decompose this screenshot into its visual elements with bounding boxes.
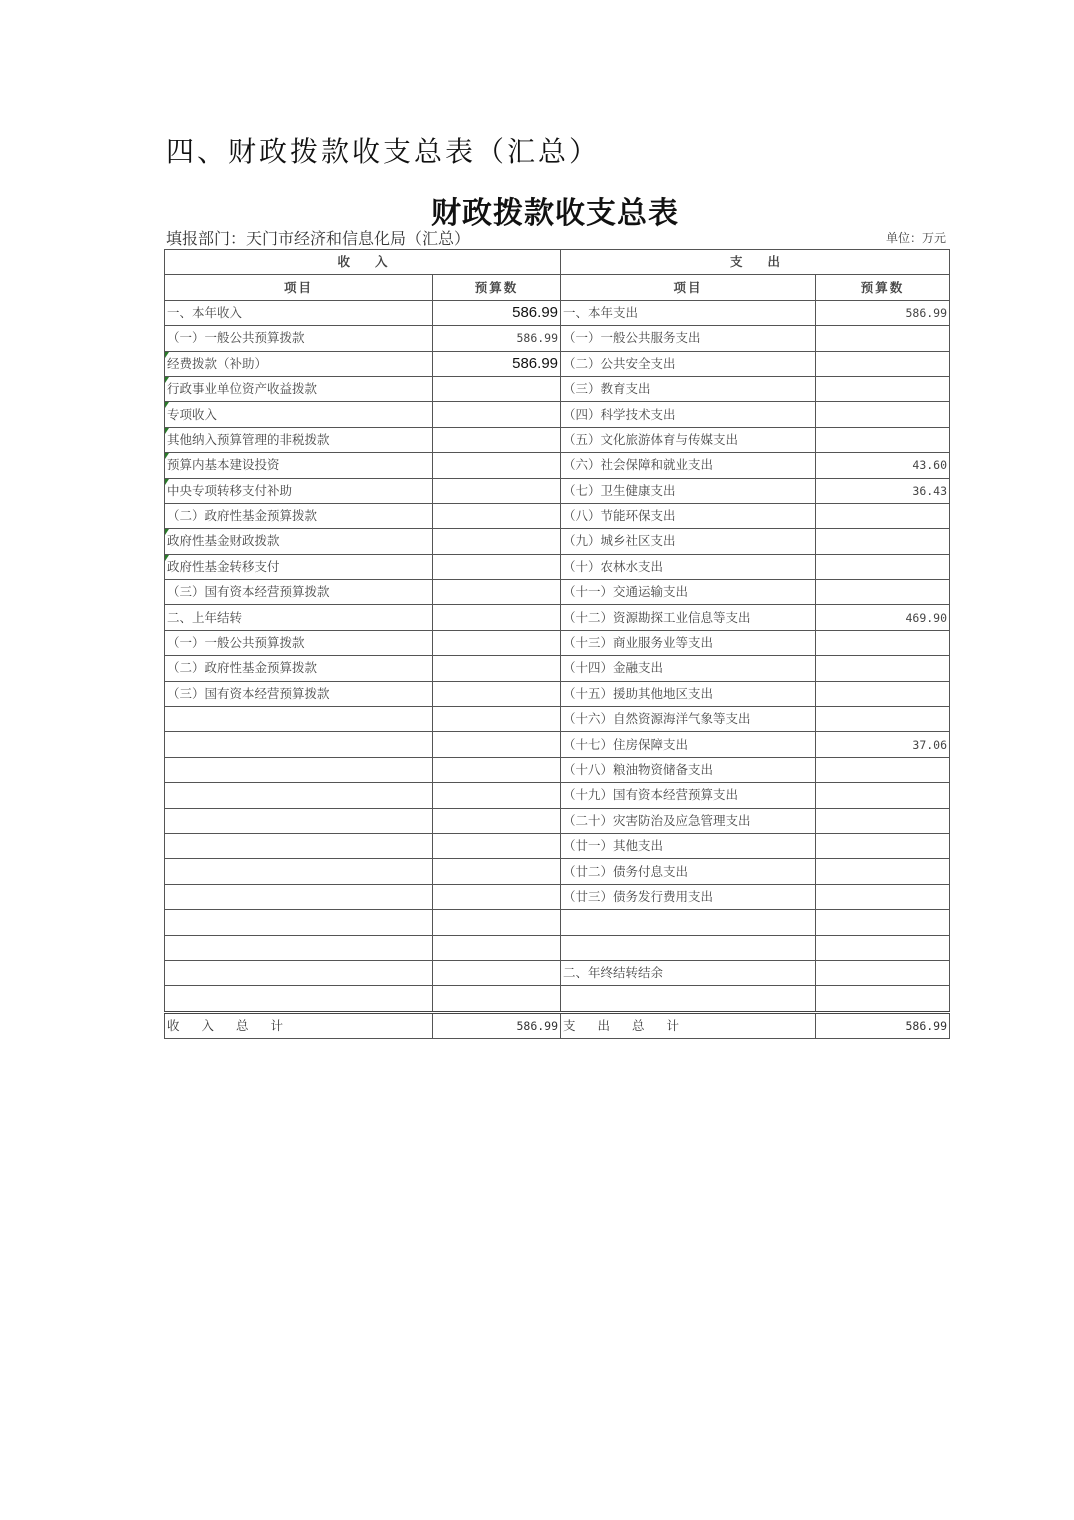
- expense-item: （六）社会保障和就业支出: [561, 453, 816, 478]
- table-row: [165, 503, 950, 528]
- expense-item: （十二）资源勘探工业信息等支出: [561, 605, 816, 630]
- column-header-row: [165, 275, 950, 300]
- expense-budget-value: 469.90: [816, 605, 950, 630]
- expense-item: （十九）国有资本经营预算支出: [561, 783, 816, 808]
- unit-label: 单位：万元: [885, 231, 946, 245]
- income-item: [165, 529, 433, 554]
- income-item: （三）国有资本经营预算拨款: [165, 580, 433, 605]
- income-item: [165, 859, 433, 884]
- expense-item: （廿二）债务付息支出: [561, 859, 816, 884]
- income-total-value: 586.99: [433, 1012, 561, 1038]
- income-budget-value: [433, 732, 561, 757]
- income-item: [165, 707, 433, 732]
- expense-budget-value: [816, 376, 950, 401]
- income-item: [165, 732, 433, 757]
- expense-budget-header: 预算数: [816, 275, 950, 300]
- income-item: 二、上年结转: [165, 605, 433, 630]
- income-budget-value: [433, 986, 561, 1012]
- expense-item: （四）科学技术支出: [561, 402, 816, 427]
- income-budget-value: [433, 935, 561, 960]
- expense-budget-value: [816, 326, 950, 351]
- income-item-text: 专项收入: [167, 406, 218, 422]
- expense-budget-value: [816, 630, 950, 655]
- section-heading: 四、财政拨款收支总表（汇总）: [166, 135, 601, 168]
- expense-budget-value: [816, 681, 950, 706]
- expense-item-header: 项目: [561, 275, 816, 300]
- table-row: [165, 402, 950, 427]
- expense-item: （一）一般公共服务支出: [561, 326, 816, 351]
- table-row: [165, 351, 950, 376]
- income-budget-value: [433, 681, 561, 706]
- table-row: [165, 910, 950, 935]
- expense-item: [561, 986, 816, 1012]
- table-row: [165, 935, 950, 960]
- expense-budget-value: [816, 529, 950, 554]
- expense-budget-value: [816, 656, 950, 681]
- income-budget-value: [433, 580, 561, 605]
- expense-budget-value: [816, 757, 950, 782]
- table-row: [165, 833, 950, 858]
- expense-total-label: 支出总计: [561, 1012, 816, 1038]
- income-total-label: 收入总计: [165, 1012, 433, 1038]
- income-budget-value: 586.99: [433, 326, 561, 351]
- expense-item: （十一）交通运输支出: [561, 580, 816, 605]
- table-row: [165, 808, 950, 833]
- expense-item: （三）教育支出: [561, 376, 816, 401]
- expense-budget-value: 586.99: [816, 300, 950, 325]
- table-row: [165, 681, 950, 706]
- expense-budget-value: [816, 859, 950, 884]
- income-item: [165, 960, 433, 985]
- expense-budget-value: [816, 351, 950, 376]
- table-row: [165, 529, 950, 554]
- cell-note-marker: [165, 555, 169, 561]
- expense-item: （十四）金融支出: [561, 656, 816, 681]
- income-budget-value: [433, 808, 561, 833]
- table-row: [165, 656, 950, 681]
- income-budget-value: [433, 605, 561, 630]
- income-budget-value: [433, 960, 561, 985]
- income-item-text: 中央专项转移支付补助: [167, 482, 293, 498]
- income-item: [165, 351, 433, 376]
- expense-item: （廿一）其他支出: [561, 833, 816, 858]
- expense-item: （十六）自然资源海洋气象等支出: [561, 707, 816, 732]
- table-row: [165, 884, 950, 909]
- income-item: [165, 376, 433, 401]
- expense-item: [561, 935, 816, 960]
- income-budget-value: [433, 656, 561, 681]
- expense-item: （五）文化旅游体育与传媒支出: [561, 427, 816, 452]
- expense-budget-value: [816, 402, 950, 427]
- table-row: [165, 960, 950, 985]
- expense-budget-value: [816, 427, 950, 452]
- income-item: （一）一般公共预算拨款: [165, 326, 433, 351]
- table-row: [165, 859, 950, 884]
- expense-budget-value: 37.06: [816, 732, 950, 757]
- cell-note-marker: [165, 352, 169, 358]
- expense-group-header: 支 出: [561, 250, 950, 275]
- expense-total-value: 586.99: [816, 1012, 950, 1038]
- income-item-text: 预算内基本建设投资: [167, 457, 280, 473]
- expense-item: （十八）粮油物资储备支出: [561, 757, 816, 782]
- cell-note-marker: [165, 529, 169, 535]
- income-item-header: 项目: [165, 275, 433, 300]
- cell-note-marker: [165, 479, 169, 485]
- income-item: [165, 833, 433, 858]
- report-meta: [166, 226, 948, 246]
- income-item-text: 行政事业单位资产收益拨款: [167, 381, 318, 397]
- table-row: [165, 376, 950, 401]
- income-group-header: 收 入: [165, 250, 561, 275]
- income-item-text: 其他纳入预算管理的非税拨款: [167, 431, 330, 447]
- expense-item: 一、本年支出: [561, 300, 816, 325]
- expense-item: （九）城乡社区支出: [561, 529, 816, 554]
- expense-budget-value: [816, 808, 950, 833]
- expense-budget-value: [816, 884, 950, 909]
- table-row: [165, 605, 950, 630]
- expense-budget-value: [816, 986, 950, 1012]
- totals-row: [165, 1012, 950, 1038]
- income-item: [165, 986, 433, 1012]
- income-budget-value: [433, 427, 561, 452]
- income-budget-value: [433, 707, 561, 732]
- group-header-row: [165, 250, 950, 275]
- income-budget-value: [433, 529, 561, 554]
- expense-budget-value: 43.60: [816, 453, 950, 478]
- expense-item: （二十）灾害防治及应急管理支出: [561, 808, 816, 833]
- department-label: 填报部门：天门市经济和信息化局（汇总）: [166, 229, 471, 248]
- cell-note-marker: [165, 377, 169, 383]
- income-item: （二）政府性基金预算拨款: [165, 656, 433, 681]
- income-budget-header: 预算数: [433, 275, 561, 300]
- expense-item: （二）公共安全支出: [561, 351, 816, 376]
- expense-item: （十五）援助其他地区支出: [561, 681, 816, 706]
- expense-budget-value: [816, 503, 950, 528]
- expense-item: （十）农林水支出: [561, 554, 816, 579]
- expense-budget-value: 36.43: [816, 478, 950, 503]
- expense-budget-value: [816, 707, 950, 732]
- income-item: [165, 808, 433, 833]
- table-row: [165, 732, 950, 757]
- income-item: [165, 554, 433, 579]
- table-row: [165, 783, 950, 808]
- expense-item: （廿三）债务发行费用支出: [561, 884, 816, 909]
- table-row: [165, 478, 950, 503]
- income-budget-value: [433, 630, 561, 655]
- income-item: [165, 427, 433, 452]
- income-item: [165, 910, 433, 935]
- income-item-text: 经费拨款（补助）: [167, 355, 268, 371]
- income-budget-value: [433, 554, 561, 579]
- expense-item: [561, 910, 816, 935]
- table-row: [165, 986, 950, 1012]
- income-item: 一、本年收入: [165, 300, 433, 325]
- expense-item: （十三）商业服务业等支出: [561, 630, 816, 655]
- income-item: [165, 884, 433, 909]
- income-budget-value: 586.99: [433, 351, 561, 376]
- expense-budget-value: [816, 910, 950, 935]
- income-item-text: 政府性基金财政拨款: [167, 533, 280, 549]
- table-row: [165, 757, 950, 782]
- expense-budget-value: [816, 960, 950, 985]
- income-item: [165, 757, 433, 782]
- table-row: [165, 326, 950, 351]
- income-budget-value: 586.99: [433, 300, 561, 325]
- income-budget-value: [433, 884, 561, 909]
- income-budget-value: [433, 910, 561, 935]
- expense-budget-value: [816, 935, 950, 960]
- table-row: [165, 630, 950, 655]
- table-row: [165, 554, 950, 579]
- income-budget-value: [433, 757, 561, 782]
- expense-budget-value: [816, 783, 950, 808]
- cell-note-marker: [165, 453, 169, 459]
- expense-item: （八）节能环保支出: [561, 503, 816, 528]
- income-item: （三）国有资本经营预算拨款: [165, 681, 433, 706]
- income-item: [165, 453, 433, 478]
- income-budget-value: [433, 402, 561, 427]
- income-item: [165, 402, 433, 427]
- expense-item: （七）卫生健康支出: [561, 478, 816, 503]
- income-item-text: 政府性基金转移支付: [167, 558, 280, 574]
- table-row: [165, 580, 950, 605]
- income-item: （一）一般公共预算拨款: [165, 630, 433, 655]
- income-budget-value: [433, 833, 561, 858]
- income-item: [165, 478, 433, 503]
- income-budget-value: [433, 503, 561, 528]
- table-row: [165, 427, 950, 452]
- income-budget-value: [433, 783, 561, 808]
- income-budget-value: [433, 478, 561, 503]
- income-budget-value: [433, 453, 561, 478]
- table-row: [165, 300, 950, 325]
- income-budget-value: [433, 859, 561, 884]
- expense-item: （十七）住房保障支出: [561, 732, 816, 757]
- budget-table: [164, 249, 950, 1039]
- table-row: [165, 707, 950, 732]
- cell-note-marker: [165, 428, 169, 434]
- expense-budget-value: [816, 580, 950, 605]
- table-row: [165, 453, 950, 478]
- table-title: 财政拨款收支总表: [431, 196, 679, 231]
- expense-budget-value: [816, 554, 950, 579]
- income-budget-value: [433, 376, 561, 401]
- income-item: [165, 935, 433, 960]
- income-item: [165, 783, 433, 808]
- expense-item: 二、年终结转结余: [561, 960, 816, 985]
- expense-budget-value: [816, 833, 950, 858]
- income-item: （二）政府性基金预算拨款: [165, 503, 433, 528]
- cell-note-marker: [165, 402, 169, 408]
